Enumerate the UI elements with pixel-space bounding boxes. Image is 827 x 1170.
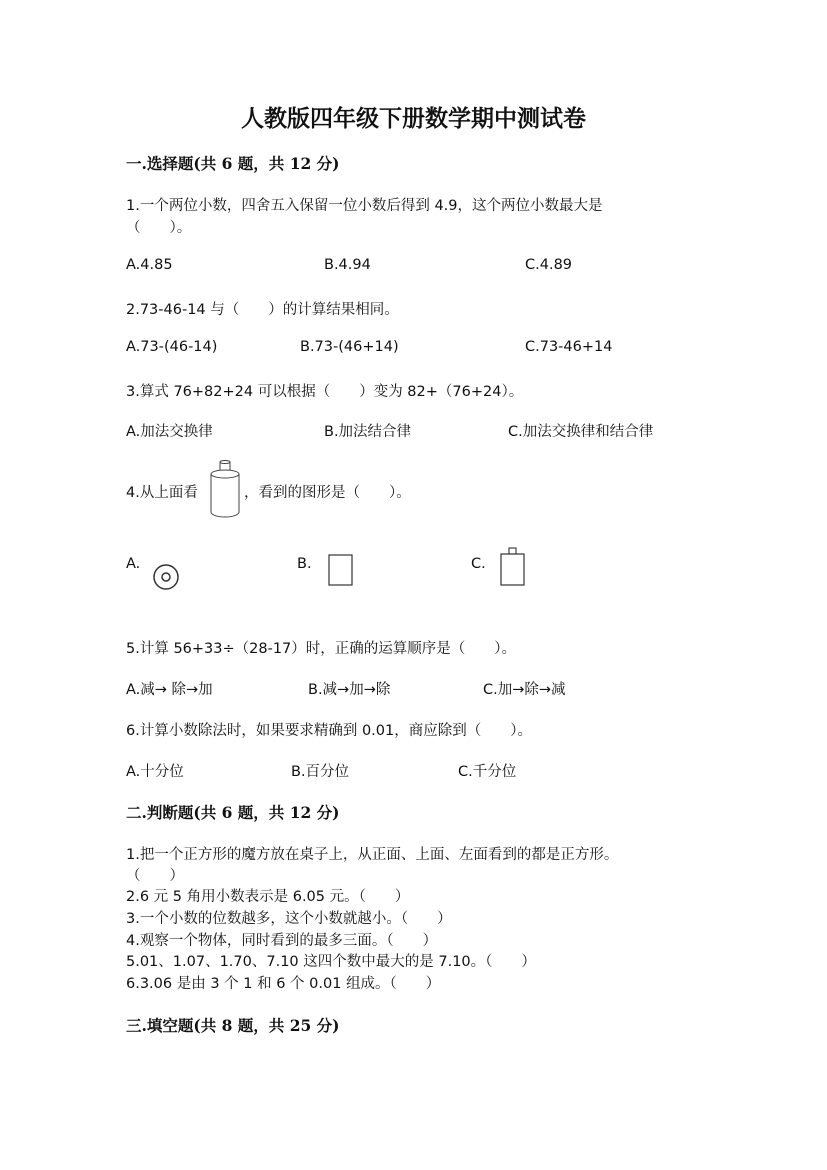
question-1-option-a: A.4.85 — [126, 257, 173, 273]
question-4-text-pre: 4.从上面看 — [126, 485, 198, 501]
question-5-option-a: A.减→ 除→加 — [126, 682, 213, 698]
question-5-option-c: C.加→除→减 — [483, 682, 566, 698]
question-1-option-b: B.4.94 — [324, 257, 371, 273]
question-6-option-c: C.千分位 — [458, 764, 517, 780]
question-2-option-a: A.73-(46-14) — [126, 339, 218, 355]
option-c-rectangle-tab-icon — [500, 547, 526, 587]
judge-question-5: 5.01、1.07、1.70、7.10 这四个数中最大的是 7.10。（ ） — [126, 954, 536, 970]
question-6-text: 6.计算小数除法时，如果要求精确到 0.01，商应除到（ ）。 — [126, 723, 532, 739]
cylinder-figure-icon — [208, 460, 242, 520]
question-1-option-c: C.4.89 — [525, 257, 573, 273]
question-1-line2: （ ）。 — [126, 220, 192, 236]
judge-question-6: 6.3.06 是由 3 个 1 和 6 个 0.01 组成。（ ） — [126, 976, 441, 992]
section-heading-fill: 三.填空题(共 8 题，共 25 分) — [126, 1016, 340, 1035]
judge-question-4: 4.观察一个物体，同时看到的最多三面。（ ） — [126, 933, 438, 949]
question-3-option-c: C.加法交换律和结合律 — [508, 424, 654, 440]
judge-question-2: 2.6 元 5 角用小数表示是 6.05 元。（ ） — [126, 889, 410, 905]
question-5-text: 5.计算 56+33÷（28-17）时，正确的运算顺序是（ ）。 — [126, 641, 517, 657]
option-b-rectangle-icon — [328, 554, 354, 586]
question-2-option-c: C.73-46+14 — [525, 339, 613, 355]
page-title: 人教版四年级下册数学期中测试卷 — [241, 105, 586, 132]
judge-question-3: 3.一个小数的位数越多，这个小数就越小。（ ） — [126, 911, 452, 927]
question-2-option-b: B.73-(46+14) — [300, 339, 399, 355]
question-4-option-c: C. — [471, 556, 486, 572]
question-5-option-b: B.减→加→除 — [308, 682, 391, 698]
judge-question-1-line1: 1.把一个正方形的魔方放在桌子上，从正面、上面、左面看到的都是正方形。 — [126, 847, 619, 863]
question-2-text: 2.73-46-14 与（ ）的计算结果相同。 — [126, 302, 399, 318]
question-3-option-a: A.加法交换律 — [126, 424, 213, 440]
question-6-option-a: A.十分位 — [126, 764, 184, 780]
question-3-option-b: B.加法结合律 — [324, 424, 412, 440]
section-heading-judge: 二.判断题(共 6 题，共 12 分) — [126, 803, 340, 822]
section-heading-choice: 一.选择题(共 6 题，共 12 分) — [126, 154, 340, 173]
judge-question-1-line2: （ ） — [126, 868, 184, 884]
question-6-option-b: B.百分位 — [291, 764, 350, 780]
question-4-text-post: ，看到的图形是（ ）。 — [244, 485, 411, 501]
question-3-text: 3.算式 76+82+24 可以根据（ ）变为 82+（76+24）。 — [126, 384, 524, 400]
question-4-option-b: B. — [297, 556, 312, 572]
option-a-circle-dot-icon — [151, 562, 181, 592]
question-1-line1: 1.一个两位小数，四舍五入保留一位小数后得到 4.9，这个两位小数最大是 — [126, 198, 603, 214]
question-4-option-a: A. — [126, 556, 141, 572]
